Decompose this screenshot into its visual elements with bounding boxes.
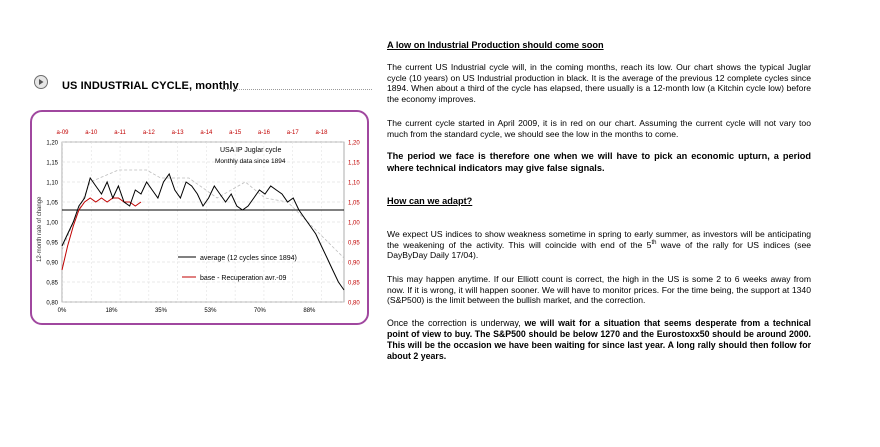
- y-tick-label-left: 1,00: [46, 220, 58, 227]
- bottom-tick-label: 18%: [105, 308, 118, 314]
- title-divider: [222, 89, 372, 90]
- top-tick-label: a-09: [56, 130, 69, 136]
- bottom-tick-label: 0%: [57, 308, 67, 314]
- y-tick-label-left: 0,85: [46, 280, 58, 287]
- top-tick-label: a-16: [257, 130, 270, 136]
- top-tick-label: a-14: [200, 130, 213, 136]
- legend-base-label: base - Recuperation avr.-09: [200, 275, 287, 282]
- paragraph-us-indices: [387, 229, 811, 261]
- top-tick-label: a-18: [315, 130, 328, 136]
- y-tick-label-right: 1,15: [348, 160, 360, 167]
- y-tick-label-right: 1,00: [348, 220, 360, 227]
- paragraph-correction-bold: we will wait for a situation that seems desperate from a technical point of view to buy. The S&P500 should be below 1270 and the Eurostoxx50 should be around 2000. This will be the occasion we have been waiting for since last year. A long rally should then follow for about 2 years.: [387, 318, 812, 361]
- y-tick-label-right: 0,90: [348, 260, 360, 267]
- y-tick-label-right: 0,95: [348, 240, 360, 247]
- chart-canvas: [32, 112, 369, 325]
- paragraph-us-indices-part2: wave of the rally for US indices (see DayByDay Daily 17/04).: [387, 239, 812, 260]
- industrial-cycle-chart: [30, 110, 369, 325]
- y-tick-label-right: 1,20: [348, 140, 360, 147]
- top-tick-label: a-12: [142, 130, 155, 136]
- top-tick-label: a-17: [286, 130, 299, 136]
- y-tick-label-left: 1,20: [46, 140, 58, 147]
- chart-annotation-subtitle: Monthly data since 1894: [215, 158, 286, 165]
- chart-annotation-title: USA IP Juglar cycle: [220, 147, 282, 154]
- y-tick-label-right: 0,80: [348, 300, 360, 307]
- paragraph-current-cycle: The current cycle started in April 2009, it is in red on our chart. Assuming the current cycle will not vary too much from the standard cycle, we should see the low in the months to come.: [387, 118, 811, 139]
- bottom-tick-label: 53%: [204, 308, 217, 314]
- y-tick-label-right: 0,85: [348, 280, 360, 287]
- y-tick-label-left: 0,95: [46, 240, 58, 247]
- paragraph-period-warning: The period we face is therefore one when we will have to pick an economic upturn, a period where technical indicators may give false signals.: [387, 151, 811, 173]
- heading-how-to-adapt: How can we adapt?: [387, 196, 473, 206]
- y-tick-label-left: 1,10: [46, 180, 58, 187]
- series-average-line: [62, 174, 344, 290]
- chart-y-axis-label: 12-month rate of change: [37, 196, 43, 262]
- y-tick-label-left: 1,05: [46, 200, 58, 207]
- top-tick-label: a-15: [229, 130, 242, 136]
- legend-average-label: average (12 cycles since 1894): [200, 255, 297, 262]
- bottom-tick-label: 88%: [303, 308, 316, 314]
- arrow-bullet-icon: [34, 75, 48, 89]
- paragraph-us-indices-part1: We expect US indices to show weakness sometime in spring to early summer, as investors will be anticipating the weakening of the activity. This will coincide with end of the 5: [387, 229, 811, 250]
- top-tick-label: a-11: [114, 130, 126, 136]
- ordinal-suffix: th: [651, 239, 657, 246]
- paragraph-elliott-count: This may happen anytime. If our Elliott count is correct, the high in the US is some 2 to 6 weeks away from now. If it is wrong, it will happen sooner. We will have to monitor prices. For the time being, the support at 1340 (S&P500) is the limit between the bullish market, and the correction.: [387, 274, 811, 305]
- paragraph-cycle-intro: The current US Industrial cycle will, in the coming months, reach its low. Our chart shows the typical Juglar cycle (10 years) on US Industrial production in black. It is the average of the previous 12 complete cycles since 1894. When about a third of the cycle has elapsed, there usually is a 12-month low (a Kitchin cycle low) before the economy improves.: [387, 62, 811, 104]
- y-tick-label-right: 1,05: [348, 200, 360, 207]
- top-tick-label: a-10: [85, 130, 98, 136]
- paragraph-correction: [387, 318, 811, 362]
- paragraph-correction-lead: Once the correction is underway,: [387, 318, 525, 328]
- heading-industrial-production: A low on Industrial Production should come soon: [387, 40, 604, 50]
- section-title: US INDUSTRIAL CYCLE, monthly: [62, 80, 239, 92]
- bottom-tick-label: 35%: [154, 308, 167, 314]
- y-tick-label-right: 1,10: [348, 180, 360, 187]
- top-tick-label: a-13: [171, 130, 184, 136]
- bottom-tick-label: 70%: [253, 308, 266, 314]
- series-base-line: [62, 198, 141, 270]
- y-tick-label-left: 0,90: [46, 260, 58, 267]
- y-tick-label-left: 0,80: [46, 300, 58, 307]
- y-tick-label-left: 1,15: [46, 160, 58, 167]
- chart-legend: [178, 255, 297, 282]
